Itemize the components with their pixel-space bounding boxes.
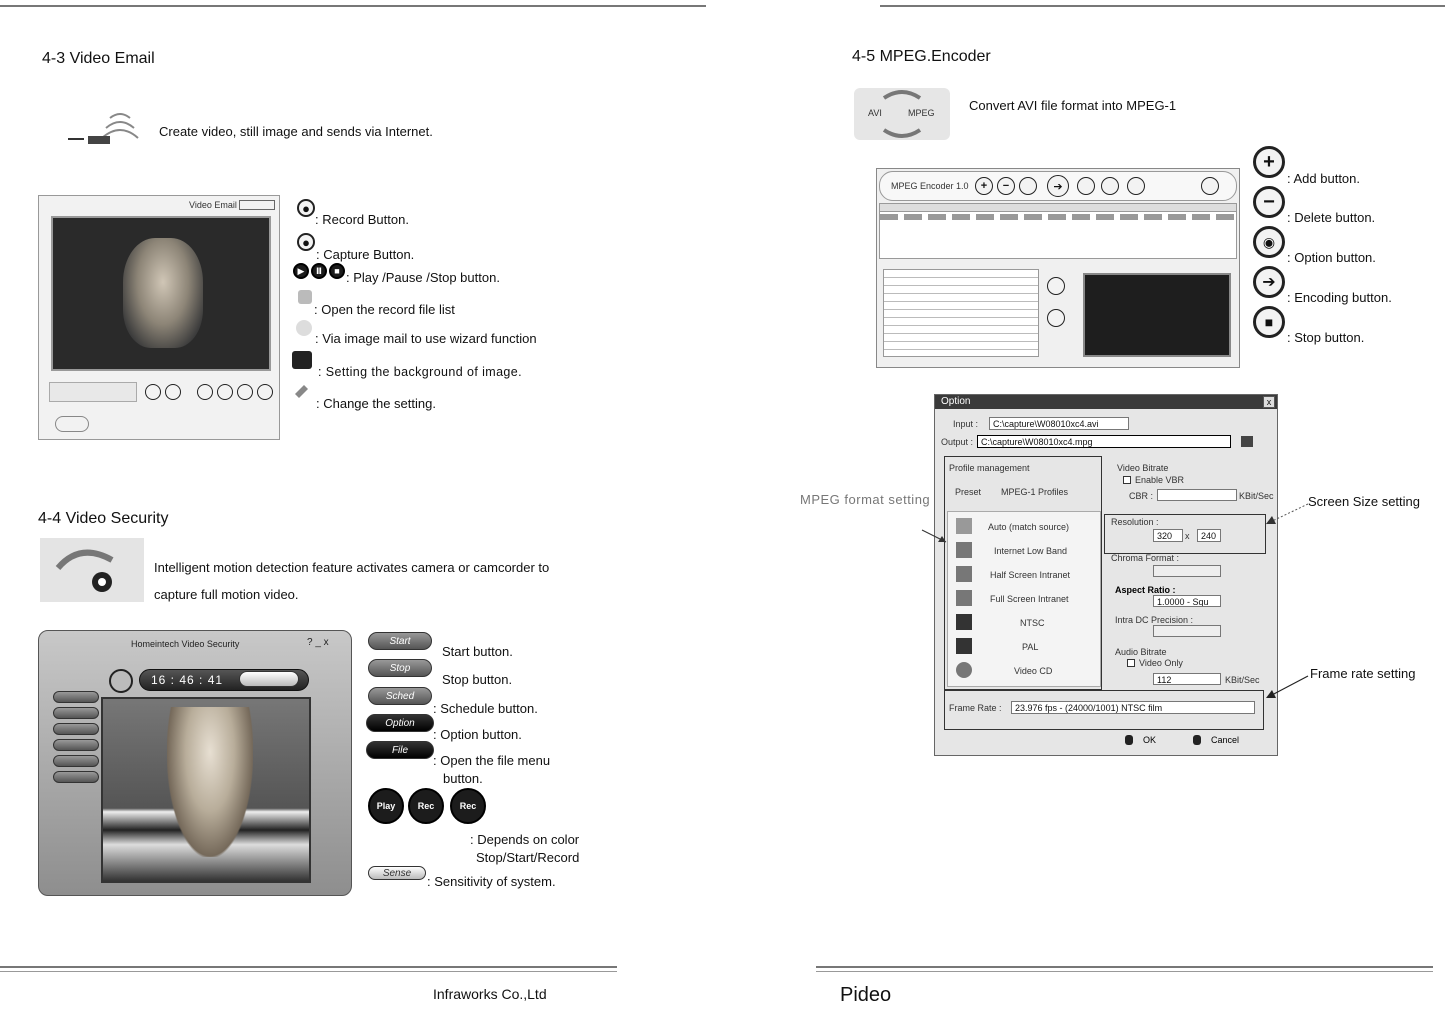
intra-label: Intra DC Precision : (1115, 615, 1194, 625)
frame-rate-label: Frame Rate : (949, 703, 1002, 713)
sense-button[interactable]: Sense (368, 866, 426, 880)
kitten-image (167, 707, 253, 857)
capture-item: : Capture Button. (316, 247, 415, 262)
video-bitrate-label: Video Bitrate (1117, 463, 1169, 473)
right-footer: Pideo (840, 984, 892, 1006)
toolbar-btn7-icon[interactable] (1127, 177, 1145, 195)
profile-label: Profile management (949, 463, 1030, 473)
video-email-window-title: Video Email (189, 200, 237, 210)
video-only-checkbox[interactable] (1127, 659, 1135, 667)
file-list-header (880, 204, 1236, 212)
capture-small-icon[interactable] (165, 384, 181, 400)
pause-icon: Ⅱ (311, 263, 327, 279)
screen-size-highlight-frame (1104, 514, 1266, 554)
res-height-field[interactable]: 240 (1197, 529, 1221, 542)
round-play-button[interactable]: Play (368, 788, 404, 824)
cancel-button[interactable]: Cancel (1211, 735, 1240, 745)
side-button-3[interactable] (53, 723, 99, 735)
audio-bitrate-label: Audio Bitrate (1115, 647, 1167, 657)
video-security-icon (40, 538, 144, 602)
security-video-frame (101, 697, 311, 883)
encoder-window-title: MPEG Encoder 1.0 (891, 181, 969, 191)
input-field[interactable]: C:\capture\W08010xc4.avi (989, 417, 1129, 430)
profile-item-4[interactable]: Full Screen Intranet (990, 594, 1069, 604)
chroma-field[interactable] (1153, 565, 1221, 577)
side-button-1[interactable] (53, 691, 99, 703)
preset-value: MPEG-1 Profiles (1001, 487, 1069, 497)
section-44-title: 4-4 Video Security (38, 510, 169, 527)
kbit-label: KBit/Sec (1239, 491, 1274, 501)
add-item: : Add button. (1287, 171, 1361, 186)
capture-icon: ● (297, 233, 315, 251)
change-setting-item: : Change the setting. (316, 396, 436, 411)
mpeg-encoder-window (876, 168, 1240, 368)
video-image-face (123, 238, 203, 348)
video-email-controls (47, 378, 273, 408)
input-label: Input : (953, 419, 979, 429)
section-44-intro-line2: capture full motion video. (154, 587, 299, 602)
frame-rate-field[interactable]: 23.976 fps - (24000/1001) NTSC film (1011, 701, 1255, 714)
file-menu-item: : Open the file menu (433, 753, 551, 768)
output-browse-icon[interactable] (1241, 436, 1253, 447)
toolbar-delete-icon[interactable]: − (997, 177, 1015, 195)
schedule-button[interactable]: Sched (368, 687, 432, 705)
clock-display: 16 : 46 : 41 (151, 673, 224, 687)
file-list-row[interactable] (880, 214, 1236, 220)
ok-icon (1125, 735, 1133, 745)
footer-rule-left-2 (0, 971, 617, 972)
footer-rule-right-2 (816, 971, 1433, 972)
section-45-intro: Convert AVI file format into MPEG-1 (969, 98, 1177, 113)
image-mail-item: : Via image mail to use wizard function (315, 331, 537, 346)
option-item: : Option button. (433, 727, 522, 742)
toolbar-encode-icon[interactable]: ➔ (1047, 175, 1069, 197)
resolution-label: Resolution : (1111, 517, 1159, 527)
enable-vbr-label: Enable VBR (1135, 475, 1185, 485)
play-pause-stop-item: : Play /Pause /Stop button. (346, 270, 500, 285)
stop-button[interactable]: Stop (368, 659, 432, 677)
encoder-side-btn-1[interactable] (1047, 277, 1065, 295)
section-44-intro-line1: Intelligent motion detection feature activates camera or camcorder to (154, 560, 550, 575)
audio-kbit-label: KBit/Sec (1225, 675, 1260, 685)
screen-size-callout: Screen Size setting (1308, 494, 1421, 509)
toolbar-btn5-icon[interactable] (1077, 177, 1095, 195)
delete-item: : Delete button. (1287, 210, 1376, 225)
cbr-label: CBR : (1129, 491, 1154, 501)
wizard-icon (296, 320, 312, 336)
encoder-file-list[interactable] (879, 203, 1237, 259)
play-icon: ▶ (293, 263, 309, 279)
encoder-side-btn-2[interactable] (1047, 309, 1065, 327)
start-button[interactable]: Start (368, 632, 432, 650)
sensitivity-item: : Sensitivity of system. (427, 874, 556, 889)
ok-button[interactable]: OK (1143, 735, 1157, 745)
frame-rate-highlight-frame (944, 690, 1264, 730)
aspect-field[interactable]: 1.0000 - Squ (1153, 595, 1221, 607)
top-rule-right (880, 5, 1445, 7)
file-button[interactable]: File (366, 741, 434, 759)
side-button-2[interactable] (53, 707, 99, 719)
enable-vbr-checkbox[interactable] (1123, 476, 1131, 484)
delete-icon: − (1253, 186, 1285, 218)
ht-logo (55, 416, 89, 432)
profile-item-3[interactable]: Half Screen Intranet (990, 570, 1071, 580)
video-email-window (38, 195, 280, 440)
top-rule-left (0, 5, 706, 7)
preset-label: Preset (955, 487, 982, 497)
color-item: : Depends on color (470, 832, 580, 847)
toolbar-btn6-icon[interactable] (1101, 177, 1119, 195)
profile-item-7[interactable]: Video CD (1014, 666, 1053, 676)
background-item: : Setting the background of image. (318, 365, 522, 379)
pause-small-icon[interactable] (217, 384, 233, 400)
avi-mpeg-logo (854, 88, 950, 140)
stop-item-right: : Stop button. (1287, 330, 1365, 345)
file-menu-item-cont: button. (443, 771, 483, 786)
stop-icon-right: ■ (1253, 306, 1285, 338)
add-icon: + (1253, 146, 1285, 178)
mpeg-format-arrow (920, 528, 950, 548)
background-icon (292, 351, 312, 369)
cbr-field[interactable] (1157, 489, 1237, 501)
frame-rate-callout: Frame rate setting (1310, 666, 1416, 681)
aspect-label: Aspect Ratio : (1115, 585, 1176, 595)
video-only-label: Video Only (1139, 658, 1183, 668)
stop-item: Stop button. (442, 672, 513, 687)
round-rec-button-1[interactable]: Rec (408, 788, 444, 824)
settings-small-icon[interactable] (257, 384, 273, 400)
logo-avi-text: AVI (868, 108, 882, 118)
output-label: Output : (941, 437, 974, 447)
screen-size-arrow (1262, 500, 1312, 530)
footer-rule-right (816, 966, 1433, 968)
profile-item-2[interactable]: Internet Low Band (994, 546, 1068, 556)
section-43-intro: Create video, still image and sends via Internet. (159, 124, 433, 139)
security-mode-button[interactable] (239, 671, 299, 687)
setting-icon (292, 380, 312, 400)
encoding-icon: ➔ (1253, 266, 1285, 298)
chroma-label: Chroma Format : (1111, 553, 1180, 563)
record-file-list-item: : Open the record file list (314, 302, 455, 317)
intra-field[interactable] (1153, 625, 1221, 637)
round-rec-button-2[interactable]: Rec (450, 788, 486, 824)
left-footer: Infraworks Co.,Ltd (433, 986, 547, 1002)
profile-highlight-frame (944, 456, 1102, 690)
window-controls (239, 200, 275, 210)
option-icon: ◉ (1253, 226, 1285, 258)
frame-rate-arrow (1262, 674, 1312, 704)
file-list-icon (298, 290, 312, 304)
side-button-4[interactable] (53, 739, 99, 751)
toolbar-btn8-icon[interactable] (1201, 177, 1219, 195)
res-width-field[interactable]: 320 (1153, 529, 1183, 542)
option-item-right: : Option button. (1287, 250, 1376, 265)
cancel-icon (1193, 735, 1201, 745)
record-small-icon[interactable] (145, 384, 161, 400)
status-panel (49, 382, 137, 402)
stop-icon: ■ (329, 263, 345, 279)
security-close-controls[interactable]: ? _ x (307, 637, 329, 648)
toolbar-option-icon[interactable] (1019, 177, 1037, 195)
audio-bitrate-field[interactable]: 112 (1153, 673, 1221, 685)
play-small-icon[interactable] (197, 384, 213, 400)
option-close-button[interactable]: x (1263, 396, 1275, 408)
security-power-icon[interactable] (109, 669, 133, 693)
profile-item-1[interactable]: Auto (match source) (988, 522, 1070, 532)
output-field[interactable]: C:\capture\W08010xc4.mpg (977, 435, 1231, 448)
schedule-item: : Schedule button. (433, 701, 538, 716)
toolbar-add-icon[interactable]: + (975, 177, 993, 195)
video-email-icon (64, 100, 148, 166)
video-security-window-title: Homeintech Video Security (131, 639, 240, 649)
side-button-6[interactable] (53, 771, 99, 783)
record-item: : Record Button. (315, 212, 409, 227)
color-item-cont: Stop/Start/Record (476, 850, 580, 865)
start-item: Start button. (442, 644, 513, 659)
stop-small-icon[interactable] (237, 384, 253, 400)
encoding-item: : Encoding button. (1287, 290, 1392, 305)
encoder-info-panel (883, 269, 1039, 357)
option-dialog-title: Option (935, 395, 1277, 409)
section-43-title: 4-3 Video Email (42, 50, 155, 67)
res-x: x (1185, 531, 1190, 541)
section-45-title: 4-5 MPEG.Encoder (852, 48, 991, 65)
profile-item-5[interactable]: NTSC (1020, 618, 1045, 628)
footer-rule-left (0, 966, 617, 968)
video-security-window (38, 630, 352, 896)
option-button[interactable]: Option (366, 714, 434, 732)
profile-item-6[interactable]: PAL (1022, 642, 1039, 652)
video-frame (51, 216, 271, 371)
record-icon: ● (297, 199, 315, 217)
encoder-preview (1083, 273, 1231, 357)
mpeg-format-callout: MPEG format setting (800, 492, 931, 507)
logo-mpeg-text: MPEG (908, 108, 935, 118)
side-button-5[interactable] (53, 755, 99, 767)
